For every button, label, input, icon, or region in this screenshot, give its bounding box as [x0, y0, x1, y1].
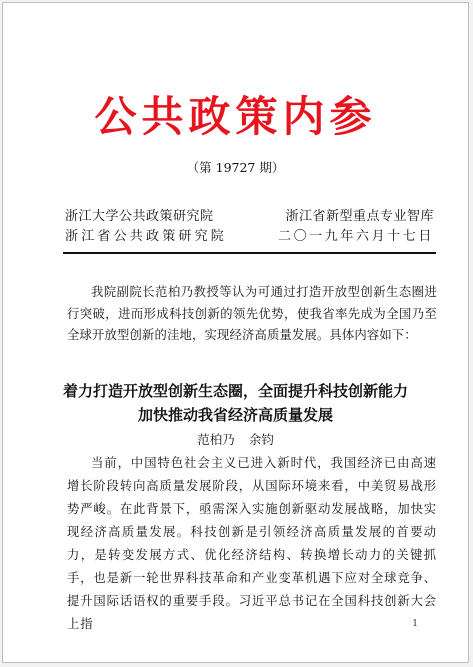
- publication-date: 二〇一九年六月十七日: [277, 229, 434, 244]
- author-name: 余钧: [248, 432, 274, 447]
- article-authors: [3, 430, 468, 448]
- author-name: 范柏乃: [197, 432, 235, 447]
- document-page: [2, 2, 469, 663]
- article-body: 当前，中国特色社会主义已进入新时代，我国经济已由高速增长阶段转向高质量发展阶段，从国际环境来看，中美贸易战形势严峻。在此背景下，亟需深入实施创新驱动发展战略，加快实现经济高质量发展。科技创新是引领经济高质量发展的首要动力，是转变发展方式、优化经济结构、转换增长动力的关键抓手，也是新一轮世界科技革命和产业变革机遇下应对全球竞争、提升国际话语权的重要手段。习近平总书记在全国科技创新大会上指: [67, 456, 437, 631]
- page-number: 1: [412, 619, 418, 629]
- header-divider: [63, 252, 436, 254]
- article-title-line-1: 着力打造开放型创新生态圈，全面提升科技创新能力: [62, 382, 408, 400]
- intro-paragraph: 我院副院长范柏乃教授等认为可通过打造开放型创新生态圈进行突破，进而形成科技创新的领先优势，使我省率先成为全国乃至全球开放型创新的洼地，实现经济高质量发展。具体内容如下：: [67, 285, 437, 342]
- article-title-line-2: 加快推动我省经济高质量发展: [137, 406, 333, 424]
- issue-number: （第 19727 期）: [186, 160, 285, 175]
- think-tank-label: 浙江省新型重点专业智库: [285, 209, 434, 224]
- institute-name: 浙江大学公共政策研究院: [65, 209, 214, 224]
- page-title: 公共政策内参: [94, 92, 377, 141]
- provincial-institute-name: 浙江省公共政策研究院: [65, 229, 228, 244]
